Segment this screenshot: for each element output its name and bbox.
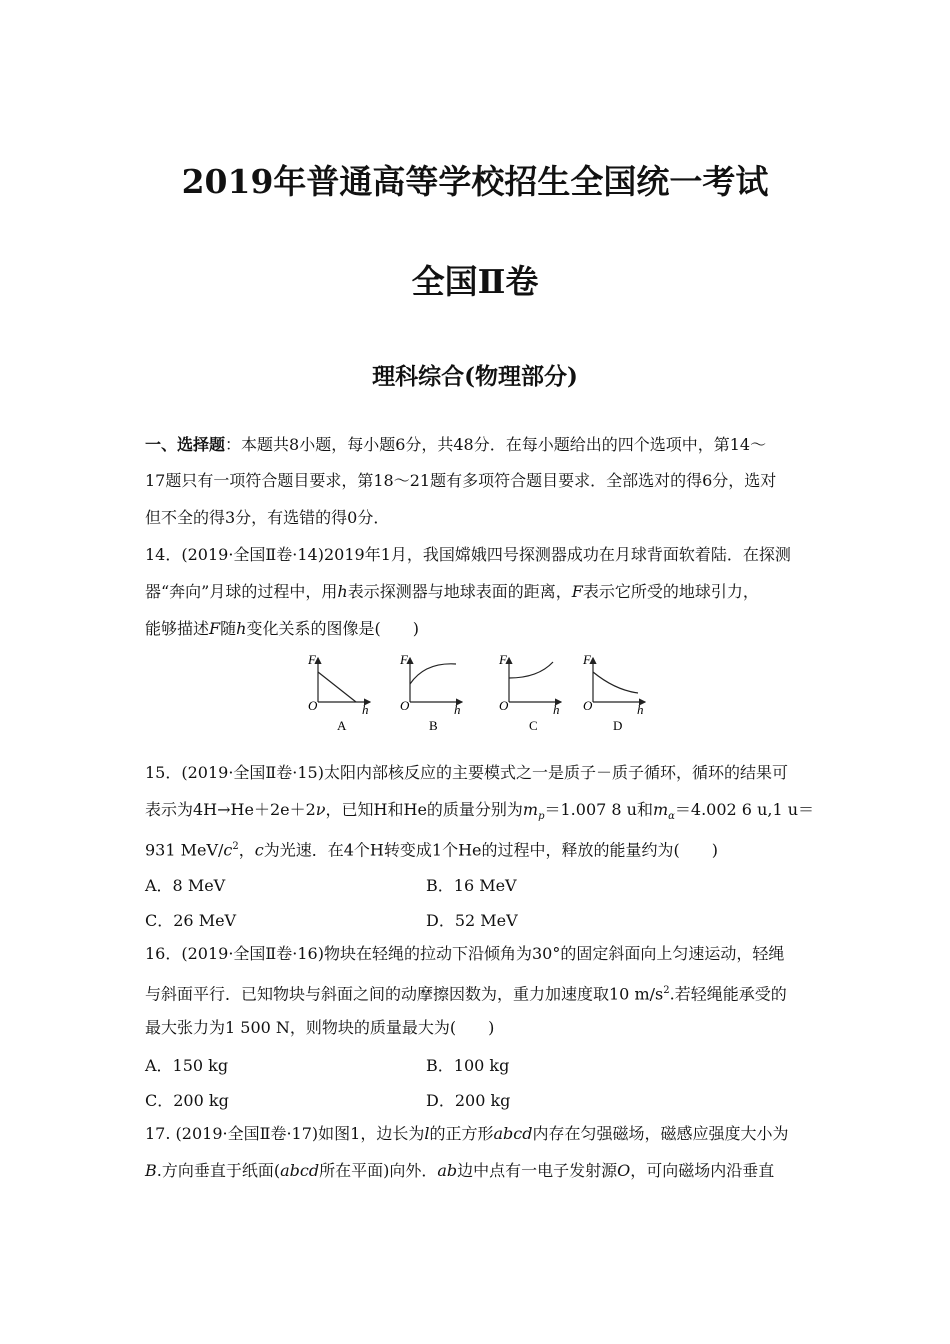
q16-line1: 16．(2019·全国Ⅱ卷·16)物块在轻绳的拉动下沿倾角为30°的固定斜面向上匀速运动，轻绳 <box>145 944 785 963</box>
svg-text:h: h <box>454 702 461 717</box>
svg-text:F: F <box>499 652 507 667</box>
svg-text:O: O <box>308 698 318 713</box>
q16-option-b: B．100 kg <box>426 1056 510 1075</box>
exam-title: 2019年普通高等学校招生全国统一考试 <box>181 162 769 201</box>
svg-text:O: O <box>400 698 410 713</box>
q15-line1: 15．(2019·全国Ⅱ卷·15)太阳内部核反应的主要模式之一是质子－质子循环，循环的结果可 <box>145 763 788 782</box>
q16-line2: 与斜面平行．已知物块与斜面之间的动摩擦因数为，重力加速度取10 $m/s^2$.若轻绳能承受的 <box>145 984 787 1004</box>
svg-text:O: O <box>499 698 509 713</box>
q15-option-d: D．52 MeV <box>426 911 518 930</box>
q15-option-a: A．8 MeV <box>145 876 226 895</box>
q15-line3: 931 MeV/$c^2$，c为光速．在4个H转变成1个He的过程中，释放的能量约为( ) <box>145 840 718 860</box>
paper-name: 全国Ⅱ卷 <box>411 262 539 301</box>
q17-line2: B.方向垂直于纸面(abcd所在平面)向外．ab边中点有一电子发射源O，可向磁场内沿垂直 <box>145 1161 775 1180</box>
graph-b-label: B <box>429 718 438 733</box>
q14-line3: 能够描述F随h变化关系的图像是( ) <box>145 619 419 638</box>
section-intro-line1: 一、选择题：本题共8小题，每小题6分，共48分．在每小题给出的四个选项中，第14～ <box>145 435 767 454</box>
q14-line1: 14．(2019·全国Ⅱ卷·14)2019年1月，我国嫦娥四号探测器成功在月球背面软着陆．在探测 <box>145 545 791 564</box>
graph-a-label: A <box>337 718 347 733</box>
q15-option-b: B．16 MeV <box>426 876 517 895</box>
svg-text:h: h <box>362 702 369 717</box>
q17-line1: 17. (2019·全国Ⅱ卷·17)如图1，边长为l的正方形abcd内存在匀强磁场，磁感应强度大小为 <box>145 1124 789 1143</box>
section-heading: 一、选择题 <box>145 435 226 454</box>
section-intro-line3: 但不全的得3分，有选错的得0分． <box>145 508 390 527</box>
q16-option-d: D．200 kg <box>426 1091 511 1110</box>
q16-option-c: C．200 kg <box>145 1091 229 1110</box>
svg-text:F: F <box>308 652 316 667</box>
q14-graphs <box>290 650 660 740</box>
q15-line2: 表示为4H→He＋2e＋2ν，已知H和He的质量分别为$m_p=1.007$ 8 u和$m_\alpha=4.002$ 6 u,1 u＝ <box>145 800 815 823</box>
graph-a <box>307 652 370 733</box>
svg-text:h: h <box>553 702 560 717</box>
svg-text:F: F <box>583 652 591 667</box>
graph-c-label: C <box>529 718 538 733</box>
q16-option-a: A．150 kg <box>145 1056 229 1075</box>
graph-d <box>582 652 645 733</box>
q14-line2: 器“奔向”月球的过程中，用h表示探测器与地球表面的距离，F表示它所受的地球引力， <box>145 582 759 601</box>
q16-line3: 最大张力为1 500 N，则物块的质量最大为( ) <box>145 1018 495 1037</box>
q15-option-c: C．26 MeV <box>145 911 237 930</box>
svg-text:F: F <box>400 652 408 667</box>
graph-d-label: D <box>613 718 623 733</box>
graph-b <box>399 652 462 733</box>
svg-text:h: h <box>637 702 644 717</box>
section-intro-line2: 17题只有一项符合题目要求，第18～21题有多项符合题目要求．全部选对的得6分，选对 <box>145 471 777 490</box>
graph-c <box>498 652 561 733</box>
svg-text:O: O <box>583 698 593 713</box>
subject-title: 理科综合(物理部分) <box>372 363 578 390</box>
